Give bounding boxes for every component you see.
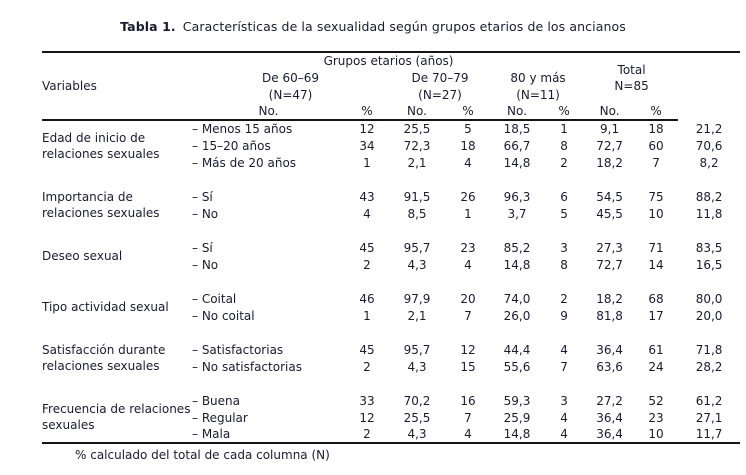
table-row (42, 239, 740, 256)
count-value: 4 (560, 410, 568, 425)
category-label: – Coital (192, 291, 237, 306)
percent-value: 61,2 (695, 393, 723, 408)
count-value: 45 (359, 240, 375, 255)
variable-name: Satisfacción durante relaciones sexuales (42, 343, 166, 373)
age-groups-header: Grupos etarios (años) (323, 54, 454, 68)
count-value: 4 (560, 342, 568, 357)
table-caption: Características de la sexualidad según grupos etarios de los ancianos (182, 19, 626, 34)
percent-value: 8,5 (407, 206, 427, 221)
percent-value: 11,7 (695, 427, 723, 441)
percent-value: 11,8 (695, 206, 723, 221)
percent-value: 91,5 (403, 189, 431, 204)
variables-header: Variables (42, 52, 192, 120)
count-value: 8 (560, 257, 568, 272)
count-value: 1 (363, 308, 371, 323)
total-header (585, 52, 678, 103)
percent-value: 95,7 (403, 240, 431, 255)
count-value: 75 (648, 189, 664, 204)
count-value: 46 (359, 291, 375, 306)
age-group-name: De 70–79 (411, 70, 469, 85)
count-value: 12 (359, 410, 375, 425)
percent-value: 28,2 (695, 359, 723, 374)
percent-value: 4,3 (407, 359, 427, 374)
pct-subheader: % (543, 103, 585, 120)
count-value: 7 (464, 308, 472, 323)
percent-value: 25,5 (403, 122, 431, 136)
count-value: 16 (460, 393, 476, 408)
percent-value: 27,1 (695, 410, 723, 425)
percent-value: 97,9 (403, 291, 431, 306)
percent-value: 66,7 (503, 138, 531, 153)
percent-value: 71,8 (695, 342, 723, 357)
category-label: – No (192, 257, 219, 272)
variable-name: Importancia de relaciones sexuales (42, 190, 160, 220)
percent-value: 8,2 (699, 155, 719, 170)
table-row (42, 341, 740, 358)
count-value: 4 (560, 427, 568, 441)
count-value: 5 (464, 122, 472, 136)
table-footnote: % calculado del total de cada columna (N) (75, 448, 330, 462)
gap-cell (42, 375, 740, 392)
gap-cell (42, 171, 740, 188)
category-label: – No (192, 206, 219, 221)
percent-value: 83,5 (695, 240, 723, 255)
count-value: 4 (363, 206, 371, 221)
category-label: – Regular (192, 410, 248, 425)
category-label: – No coital (192, 308, 255, 323)
table-header (42, 52, 740, 120)
count-value: 12 (460, 342, 476, 357)
count-value: 6 (560, 189, 568, 204)
percent-value: 18,5 (503, 122, 531, 136)
variable-name: Tipo actividad sexual (42, 300, 169, 314)
age-group-n: (N=47) (268, 87, 313, 102)
percent-value: 36,4 (596, 410, 623, 425)
data-table (42, 51, 740, 444)
count-value: 52 (648, 393, 664, 408)
category-label: – 15–20 años (192, 138, 271, 153)
count-value: 68 (648, 291, 664, 306)
percent-value: 85,2 (503, 240, 531, 255)
percent-value: 4,3 (407, 427, 427, 441)
no-subheader: No. (491, 103, 543, 120)
category-label: – Buena (192, 393, 240, 408)
category-label: – Menos 15 años (192, 122, 293, 136)
percent-value: 27,2 (596, 393, 623, 408)
count-value: 1 (560, 122, 568, 136)
count-value: 2 (363, 427, 371, 441)
percent-value: 96,3 (503, 189, 531, 204)
group-gap (42, 222, 740, 239)
percent-value: 59,3 (503, 393, 531, 408)
count-value: 4 (464, 257, 472, 272)
age-group-n: (N=11) (516, 87, 560, 102)
percent-value: 88,2 (695, 189, 723, 204)
gap-cell (42, 324, 740, 341)
group-gap (42, 375, 740, 392)
percent-value: 16,5 (695, 257, 723, 272)
no-subheader: No. (585, 103, 634, 120)
table-number: Tabla 1. (120, 19, 176, 34)
percent-value: 18,2 (596, 155, 623, 170)
category-label: – Mala (192, 427, 231, 441)
percent-value: 44,4 (503, 342, 531, 357)
percent-value: 25,9 (503, 410, 531, 425)
percent-value: 25,5 (403, 410, 431, 425)
count-value: 71 (648, 240, 664, 255)
percent-value: 14,8 (503, 257, 531, 272)
group-gap (42, 171, 740, 188)
count-value: 4 (464, 427, 472, 441)
count-value: 2 (560, 155, 568, 170)
count-value: 34 (359, 138, 375, 153)
count-value: 1 (464, 206, 472, 221)
count-value: 2 (363, 359, 371, 374)
count-value: 3 (560, 240, 568, 255)
count-value: 3 (560, 393, 568, 408)
table-row (42, 290, 740, 307)
category-label: – Más de 20 años (192, 155, 297, 170)
count-value: 60 (648, 138, 664, 153)
header-row-groups (42, 52, 740, 69)
count-value: 24 (648, 359, 664, 374)
count-value: 2 (560, 291, 568, 306)
count-value: 61 (648, 342, 664, 357)
count-value: 2 (363, 257, 371, 272)
category-label: – Sí (192, 240, 213, 255)
category-label: – No satisfactorias (192, 359, 302, 374)
table-body (42, 120, 740, 443)
percent-value: 36,4 (596, 342, 623, 357)
percent-value: 54,5 (596, 189, 623, 204)
percent-value: 70,2 (403, 393, 431, 408)
count-value: 5 (560, 206, 568, 221)
count-value: 1 (363, 155, 371, 170)
variable-name: Frecuencia de relaciones sexuales (42, 402, 191, 432)
count-value: 14 (648, 257, 664, 272)
age-group-n: (N=27) (418, 87, 462, 102)
percent-value: 14,8 (503, 427, 531, 441)
gap-cell (42, 222, 740, 239)
table-title (0, 18, 746, 35)
group-gap (42, 273, 740, 290)
percent-value: 20,0 (695, 308, 723, 323)
percent-value: 9,1 (600, 122, 620, 136)
count-value: 23 (460, 240, 476, 255)
total-label: Total (617, 63, 646, 77)
count-value: 45 (359, 342, 375, 357)
category-label: – Sí (192, 189, 213, 204)
percent-value: 18,2 (596, 291, 623, 306)
percent-value: 45,5 (596, 206, 623, 221)
percent-value: 4,3 (407, 257, 427, 272)
total-n: N=85 (614, 79, 649, 93)
no-subheader: No. (389, 103, 445, 120)
pct-subheader: % (345, 103, 389, 120)
count-value: 43 (359, 189, 375, 204)
count-value: 15 (460, 359, 476, 374)
table-row (42, 188, 740, 205)
table-row (42, 392, 740, 409)
percent-value: 72,7 (596, 138, 623, 153)
percent-value: 70,6 (695, 138, 723, 153)
percent-value: 27,3 (596, 240, 623, 255)
count-value: 17 (648, 308, 664, 323)
count-value: 33 (359, 393, 375, 408)
percent-value: 74,0 (503, 291, 531, 306)
age-group-name: De 60–69 (262, 70, 319, 85)
percent-value: 55,6 (503, 359, 531, 374)
percent-value: 63,6 (596, 359, 623, 374)
pct-subheader: % (445, 103, 491, 120)
count-value: 9 (560, 308, 568, 323)
percent-value: 3,7 (507, 206, 527, 221)
percent-value: 36,4 (596, 427, 623, 441)
count-value: 12 (359, 122, 375, 136)
count-value: 18 (648, 122, 664, 136)
no-subheader: No. (192, 103, 345, 120)
age-group-name: 80 y más (510, 70, 566, 85)
count-value: 7 (464, 410, 472, 425)
count-value: 18 (460, 138, 476, 153)
percent-value: 72,3 (403, 138, 431, 153)
category-label: – Satisfactorias (192, 342, 284, 357)
count-value: 7 (560, 359, 568, 374)
count-value: 10 (648, 206, 664, 221)
pct-subheader: % (634, 103, 678, 120)
count-value: 8 (560, 138, 568, 153)
percent-value: 2,1 (407, 308, 427, 323)
count-value: 20 (460, 291, 476, 306)
variable-name: Edad de inicio de relaciones sexuales (42, 131, 160, 161)
count-value: 7 (652, 155, 660, 170)
percent-value: 26,0 (503, 308, 531, 323)
count-value: 23 (648, 410, 664, 425)
count-value: 10 (648, 427, 664, 441)
percent-value: 80,0 (695, 291, 723, 306)
count-value: 26 (460, 189, 476, 204)
percent-value: 81,8 (596, 308, 623, 323)
table-row (42, 120, 740, 137)
variable-name: Deseo sexual (42, 249, 123, 263)
group-gap (42, 324, 740, 341)
percent-value: 21,2 (695, 121, 723, 136)
gap-cell (42, 273, 740, 290)
count-value: 4 (464, 155, 472, 170)
percent-value: 2,1 (407, 155, 427, 170)
percent-value: 72,7 (596, 257, 623, 272)
percent-value: 95,7 (403, 342, 431, 357)
percent-value: 14,8 (503, 155, 531, 170)
